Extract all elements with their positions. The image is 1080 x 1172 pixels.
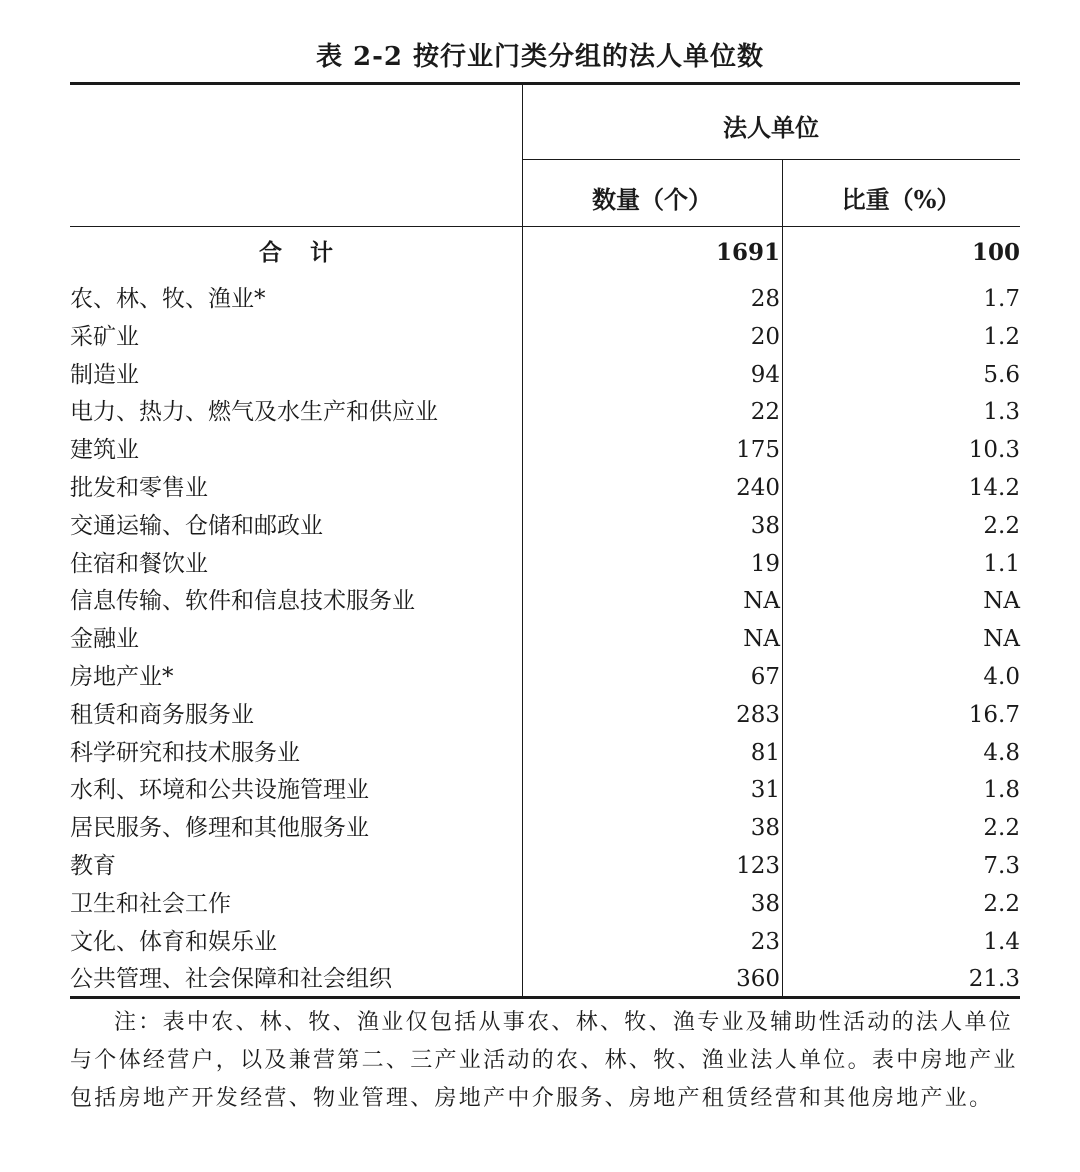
unit-share: 2.2 <box>983 815 1020 841</box>
industry-label: 信息传输、软件和信息技术服务业 <box>70 588 415 614</box>
table-footnote: 注：表中农、林、牧、渔业仅包括从事农、林、牧、渔专业及辅助性活动的法人单位与个体经营户，以及兼营第二、三产业活动的农、林、牧、渔业法人单位。表中房地产业包括房地产开发经营、物业管理、房地产中介服务、房地产租赁经营和其他房地产业。 <box>70 1010 1018 1111</box>
table-row <box>70 545 1020 583</box>
unit-count: 67 <box>750 664 780 690</box>
table-row <box>70 620 1020 658</box>
total-share: 100 <box>971 239 1020 266</box>
unit-count: 31 <box>750 777 780 803</box>
unit-count: 94 <box>750 362 780 388</box>
industry-label: 公共管理、社会保障和社会组织 <box>70 966 392 992</box>
industry-label: 采矿业 <box>70 324 139 350</box>
table-row <box>70 393 1020 431</box>
industry-label: 电力、热力、燃气及水生产和供应业 <box>70 399 438 425</box>
industry-label: 交通运输、仓储和邮政业 <box>70 513 323 539</box>
unit-share: NA <box>983 626 1020 652</box>
industry-label: 住宿和餐饮业 <box>70 551 208 577</box>
table-row <box>70 923 1020 961</box>
industry-label: 水利、环境和公共设施管理业 <box>70 777 369 803</box>
table-row <box>70 696 1020 734</box>
table-row <box>70 771 1020 809</box>
unit-count: 283 <box>736 702 780 728</box>
industry-label: 制造业 <box>70 362 139 388</box>
share-column-header: 比重（%） <box>841 185 961 214</box>
industry-label: 卫生和社会工作 <box>70 891 231 917</box>
unit-count: 22 <box>750 399 780 425</box>
unit-share: 2.2 <box>983 513 1020 539</box>
unit-share: 1.2 <box>983 324 1020 350</box>
unit-share: NA <box>983 588 1020 614</box>
industry-label: 金融业 <box>70 626 139 652</box>
table-row <box>70 809 1020 847</box>
unit-share: 1.3 <box>983 399 1020 425</box>
total-label: 合计 <box>259 239 361 266</box>
unit-share: 21.3 <box>968 966 1020 992</box>
industry-label: 农、林、牧、渔业* <box>70 286 266 312</box>
unit-count: 23 <box>750 929 780 955</box>
unit-count: 81 <box>750 740 780 766</box>
legal-entity-header: 法人单位 <box>723 113 819 142</box>
unit-count: 123 <box>736 853 780 879</box>
industry-label: 科学研究和技术服务业 <box>70 740 300 766</box>
unit-count: 19 <box>750 551 780 577</box>
unit-share: 4.8 <box>983 740 1020 766</box>
industry-label: 租赁和商务服务业 <box>70 702 254 728</box>
total-count: 1691 <box>715 239 780 266</box>
unit-count: 360 <box>736 966 780 992</box>
table-row <box>70 507 1020 545</box>
unit-share: 7.3 <box>983 853 1020 879</box>
industry-label: 房地产业* <box>70 664 174 690</box>
unit-count: 20 <box>750 324 780 350</box>
table-row <box>70 318 1020 356</box>
table-row <box>70 734 1020 772</box>
table-row <box>70 960 1020 998</box>
top-rule <box>70 82 1020 85</box>
group-header-rule <box>522 159 1020 160</box>
industry-label: 批发和零售业 <box>70 475 208 501</box>
unit-share: 10.3 <box>968 437 1020 463</box>
table-row <box>70 431 1020 469</box>
unit-count: 38 <box>750 513 780 539</box>
unit-count: NA <box>743 588 780 614</box>
industry-label: 教育 <box>70 853 116 879</box>
table-row <box>70 582 1020 620</box>
industry-label: 居民服务、修理和其他服务业 <box>70 815 369 841</box>
industry-label: 文化、体育和娱乐业 <box>70 929 277 955</box>
unit-count: NA <box>743 626 780 652</box>
table-row <box>70 885 1020 923</box>
unit-count: 38 <box>750 891 780 917</box>
unit-count: 240 <box>736 475 780 501</box>
unit-count: 175 <box>736 437 780 463</box>
unit-share: 1.1 <box>983 551 1020 577</box>
unit-count: 28 <box>750 286 780 312</box>
table-row <box>70 847 1020 885</box>
unit-share: 4.0 <box>983 664 1020 690</box>
table-title: 表 2-2 按行业门类分组的法人单位数 <box>315 42 765 72</box>
unit-share: 1.8 <box>983 777 1020 803</box>
unit-share: 14.2 <box>968 475 1020 501</box>
table-row <box>70 469 1020 507</box>
count-column-header: 数量（个） <box>592 185 712 214</box>
unit-share: 16.7 <box>968 702 1020 728</box>
table-row <box>70 356 1020 394</box>
unit-share: 5.6 <box>983 362 1020 388</box>
table-row <box>70 658 1020 696</box>
unit-share: 1.7 <box>983 286 1020 312</box>
unit-share: 1.4 <box>983 929 1020 955</box>
table-row <box>70 280 1020 318</box>
header-bottom-rule <box>70 226 1020 227</box>
total-row <box>70 234 1020 272</box>
industry-label: 建筑业 <box>70 437 139 463</box>
unit-count: 38 <box>750 815 780 841</box>
unit-share: 2.2 <box>983 891 1020 917</box>
